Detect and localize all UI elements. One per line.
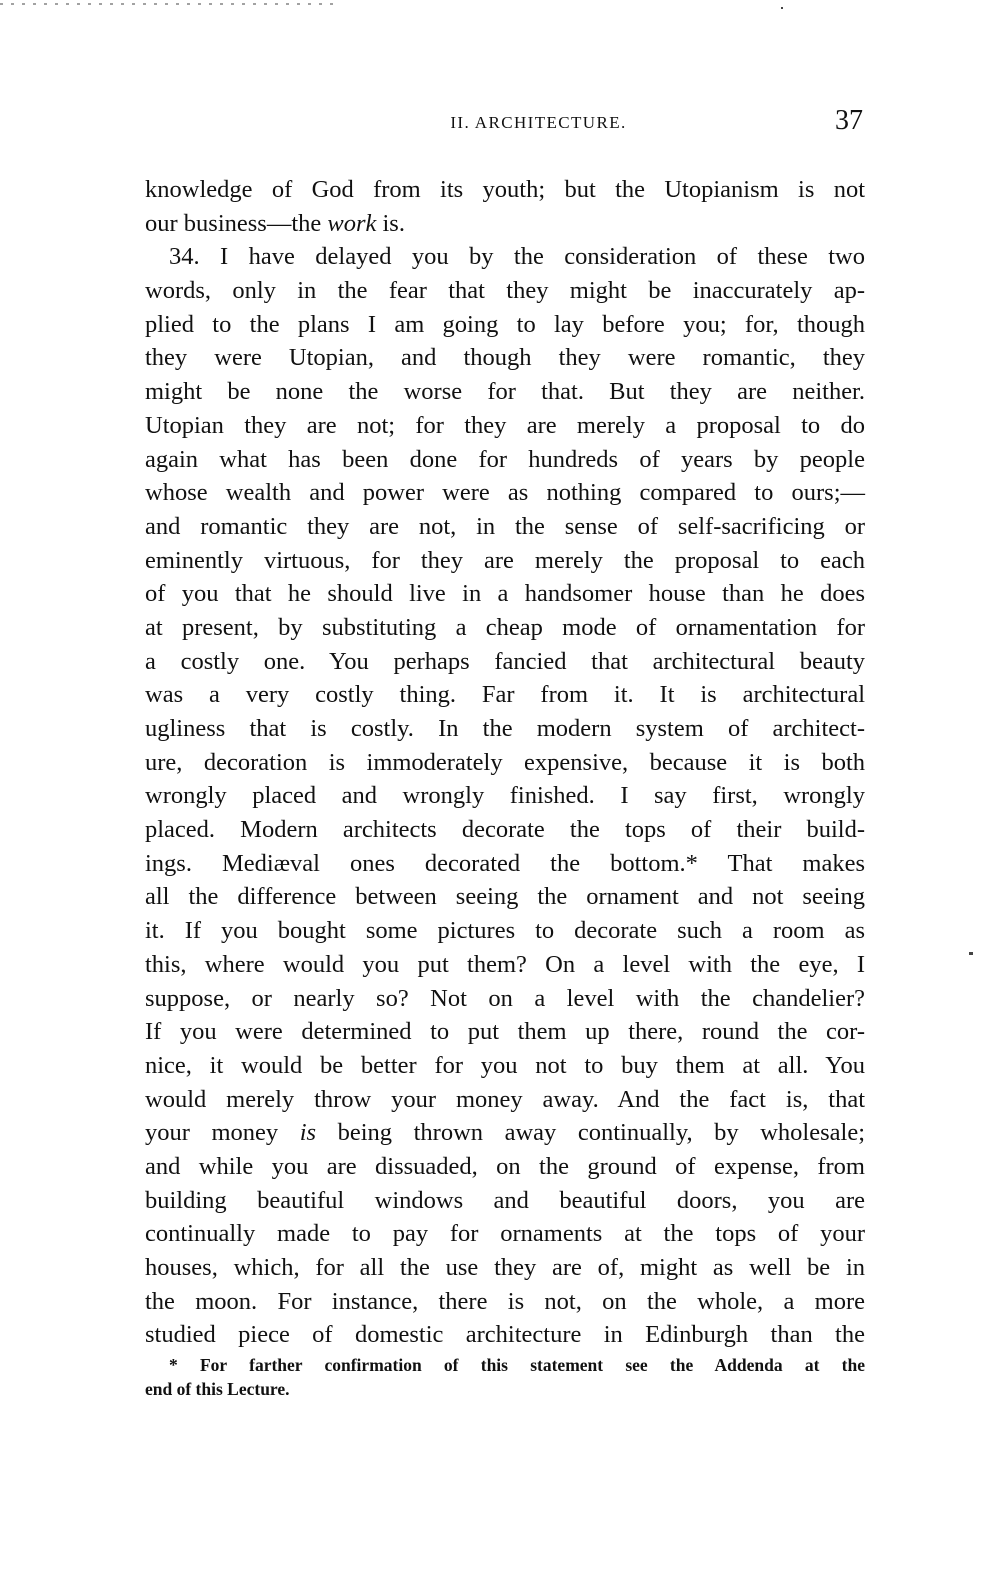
running-head <box>140 107 865 137</box>
text-line: this, where would you put them? On a level with the eye, I <box>145 950 865 978</box>
text-line: the moon. For instance, there is not, on the whole, a more <box>145 1287 865 1315</box>
text-line: houses, which, for all the use they are of, might as well be in <box>145 1254 865 1281</box>
paragraph-start-line: 34. I have delayed you by the consideration of these two <box>169 243 865 271</box>
page-number: 37 <box>835 105 863 136</box>
text-span: our business—the <box>145 209 322 237</box>
text-line: suppose, or nearly so? Not on a level with the chandelier? <box>145 984 865 1012</box>
text-line: knowledge of God from its youth; but the Utopianism is not <box>145 176 865 203</box>
text-line: might be none the worse for that. But they are neither. <box>145 378 865 406</box>
text-line: studied piece of domestic architecture in Edinburgh than the <box>145 1321 865 1349</box>
text-span: is. <box>376 209 405 237</box>
text-line: continually made to pay for ornaments at the tops of your <box>145 1220 865 1248</box>
text-line: a costly one. You perhaps fancied that architectural beauty <box>145 647 865 675</box>
text-line: at present, by substituting a cheap mode of ornamentation for <box>145 613 865 641</box>
text-line: Utopian they are not; for they are merely a proposal to do <box>145 411 865 439</box>
text-line: was a very costly thing. Far from it. It is architectural <box>145 681 865 709</box>
text-line: If you were determined to put them up there, round the cor- <box>145 1018 865 1046</box>
text-line: words, only in the fear that they might be inaccurately ap- <box>145 277 865 305</box>
text-line: building beautiful windows and beautiful doors, you are <box>145 1186 865 1214</box>
scan-speck <box>969 952 973 955</box>
text-line: it. If you bought some pictures to decorate such a room as <box>145 917 865 945</box>
text-line: nice, it would be better for you not to buy them at all. You <box>145 1051 865 1079</box>
text-line <box>145 1116 865 1150</box>
text-line: and while you are dissuaded, on the ground of expense, from <box>145 1152 865 1180</box>
footnote-reference-line: ings. Mediæval ones decorated the bottom.* That makes <box>145 849 865 877</box>
text-line: ugliness that is costly. In the modern system of architect- <box>145 715 865 742</box>
text-line: and romantic they are not, in the sense of self-sacrificing or <box>145 512 865 540</box>
scan-edge-marks <box>0 3 340 5</box>
text-line: of you that he should live in a handsomer house than he does <box>145 580 865 608</box>
text-line: whose wealth and power were as nothing compared to ours;— <box>145 479 865 507</box>
text-line: plied to the plans I am going to lay before you; for, though <box>145 310 865 338</box>
italic-word: is <box>299 1119 317 1147</box>
text-line: placed. Modern architects decorate the tops of their build- <box>145 816 865 844</box>
text-line: would merely throw your money away. And the fact is, that <box>145 1085 865 1113</box>
italic-word: work <box>327 209 377 237</box>
text-line: ure, decoration is immoderately expensive, because it is both <box>145 748 865 776</box>
scan-speck <box>781 7 783 9</box>
footnote-line: end of this Lecture. <box>145 1379 290 1399</box>
text-line: they were Utopian, and though they were romantic, they <box>145 344 865 372</box>
text-line <box>145 207 865 241</box>
text-line: again what has been done for hundreds of years by people <box>145 445 865 473</box>
footnote-line: * For farther confirmation of this statement see the Addenda at the <box>169 1355 865 1375</box>
chapter-title: II. ARCHITECTURE. <box>450 113 627 132</box>
text-line: eminently virtuous, for they are merely the proposal to each <box>145 546 865 574</box>
text-span: being thrown away continually, by wholesale; <box>316 1119 865 1147</box>
text-line: wrongly placed and wrongly finished. I say first, wrongly <box>145 782 865 810</box>
footnote <box>145 1353 865 1401</box>
body-text <box>145 173 865 1352</box>
text-span: your money <box>145 1119 279 1147</box>
text-line: all the difference between seeing the ornament and not seeing <box>145 883 865 911</box>
